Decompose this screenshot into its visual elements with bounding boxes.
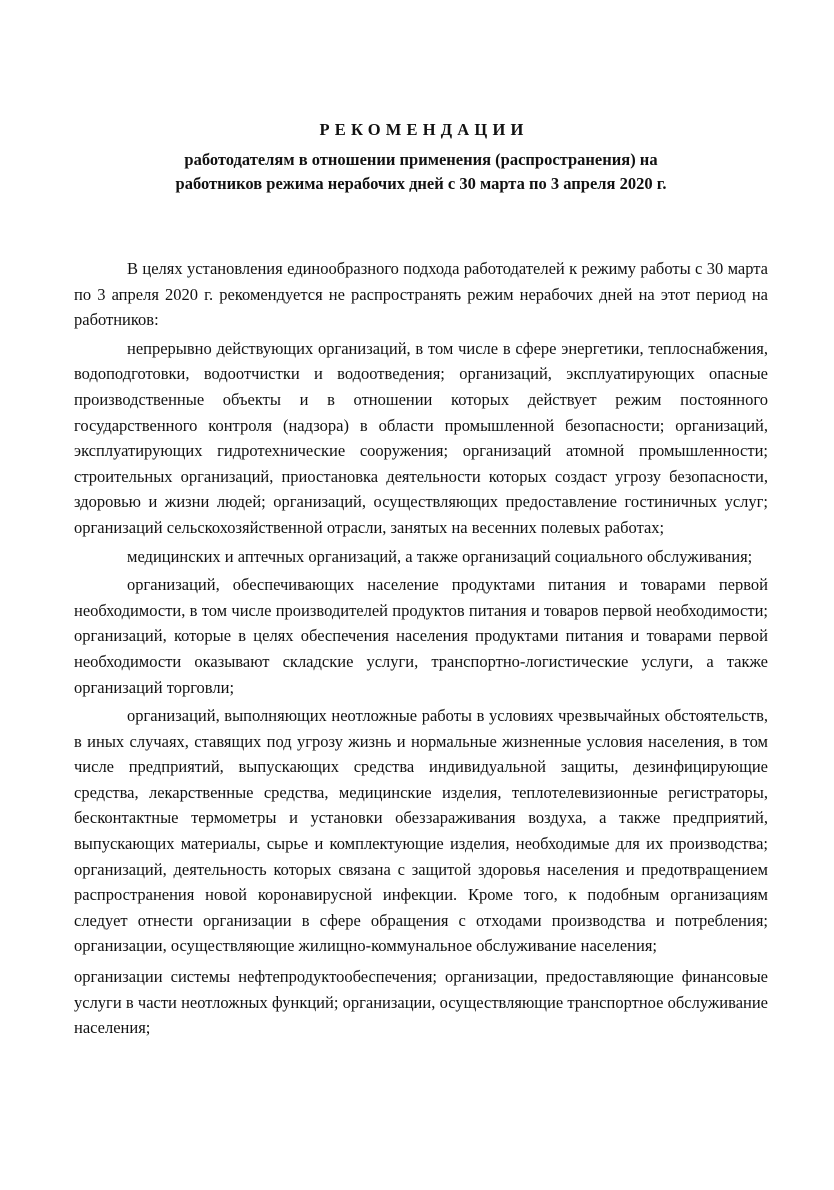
paragraph-fuel-finance-transport: организации системы нефтепродуктообеспечения; организации, предоставляющие финансовые услуги в части неотложных функций; организации, осуществляющие транспортное обслуживание населения; xyxy=(74,967,768,1038)
document-heading xyxy=(74,118,768,196)
paragraph-food-supply-organizations: организаций, обеспечивающих население продуктами питания и товарами первой необходимости, в том числе производителей продуктов питания и товаров первой необходимости; организаций, которые в целях обеспечения населения продуктами питания и товарами первой необходимости оказывают складские услуги, транспортно-логистические услуги, а также организаций торговли; xyxy=(74,575,768,697)
document-body xyxy=(74,256,768,1041)
document-subtitle-line-1: работодателям в отношении применения (распространения) на xyxy=(184,150,658,169)
document-title: РЕКОМЕНДАЦИИ xyxy=(319,120,529,139)
paragraph-medical-organizations: медицинских и аптечных организаций, а также организаций социального обслуживания; xyxy=(127,546,753,566)
paragraph-emergency-organizations: организаций, выполняющих неотложные работы в условиях чрезвычайных обстоятельств, в иных случаях, ставящих под угрозу жизнь и нормальные жизненные условия населения, в том числе предприятий, выпускающих средства индивидуальной защиты, дезинфицирующие средства, лекарственные средства, медицинские изделия, теплотелевизионные регистраторы, бесконтактные термометры и установки обеззараживания воздуха, а также предприятий, выпускающих материалы, сырье и комплектующие изделия, необходимые для их производства; организаций, деятельность которых связана с защитой здоровья населения и предотвращением распространения новой коронавирусной инфекции. Кроме того, к подобным организациям следует отнести организации в сфере обращения с отходами производства и потребления; организации, осуществляющие жилищно-коммунальное обслуживание населения; xyxy=(74,706,768,956)
paragraph-continuous-organizations: непрерывно действующих организаций, в том числе в сфере энергетики, теплоснабжения, водоподготовки, водоотчистки и водоотведения; организаций, эксплуатирующих опасные производственные объекты и в отношении которых действует режим постоянного государственного контроля (надзора) в области промышленной безопасности; организаций, эксплуатирующих гидротехнические сооружения; организаций атомной промышленности; строительных организаций, приостановка деятельности которых создаст угрозу безопасности, здоровью и жизни людей; организаций, осуществляющих предоставление гостиничных услуг; организаций сельскохозяйственной отрасли, занятых на весенних полевых работах; xyxy=(74,338,768,537)
paragraph-intro: В целях установления единообразного подхода работодателей к режиму работы с 30 марта по 3 апреля 2020 г. рекомендуется не распространять режим нерабочих дней на этот период на работников: xyxy=(74,259,768,330)
document-subtitle-line-2: работников режима нерабочих дней с 30 марта по 3 апреля 2020 г. xyxy=(175,174,667,193)
